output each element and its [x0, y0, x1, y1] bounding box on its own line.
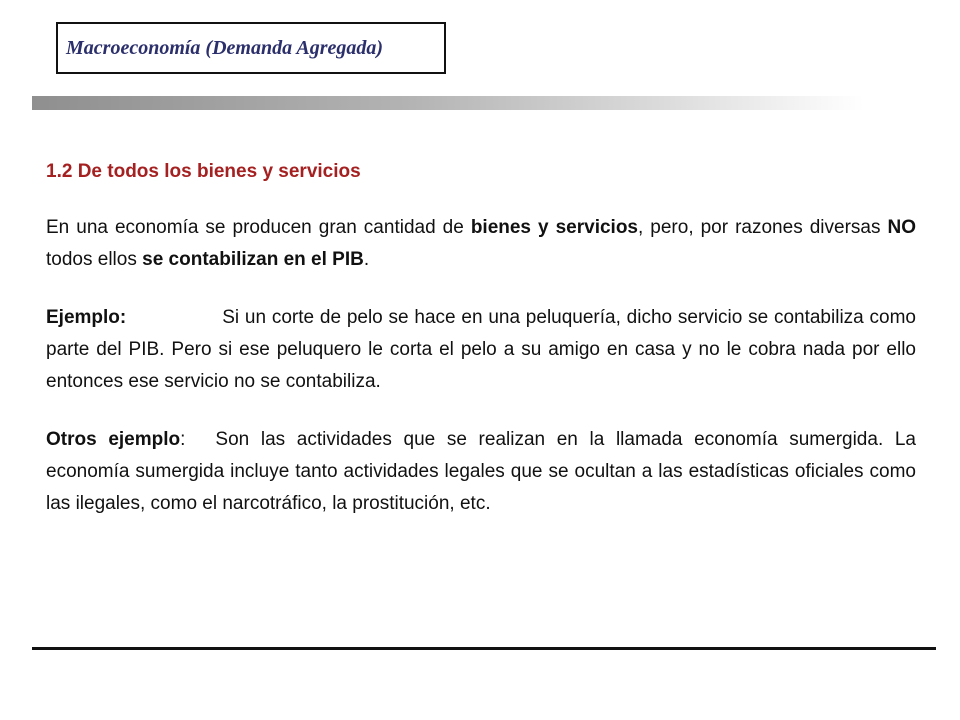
header-title: Macroeconomía (Demanda Agregada) [66, 36, 384, 59]
paragraph-intro [46, 212, 916, 276]
footer-divider-line [32, 647, 936, 650]
other-example-colon: : [180, 429, 186, 450]
intro-text-1: En una economía se producen gran cantidad de [46, 217, 471, 238]
slide-content [46, 156, 916, 546]
intro-text-2: , pero, por razones diversas [638, 217, 888, 238]
intro-text-3: todos ellos [46, 249, 143, 270]
example-label: Ejemplo: [46, 307, 127, 328]
header-gradient-divider [32, 96, 864, 110]
section-heading: 1.2 De todos los bienes y servicios [46, 161, 361, 182]
other-example-text: Son las actividades que se realizan en la llamada economía sumergida. La economía sumergida incluye tanto actividades legales que se ocultan a las estadísticas oficiales como las ilegales, como el narcotráfico, la prostitución, etc. [46, 429, 917, 514]
other-example-label: Otros ejemplo [46, 429, 181, 450]
intro-bold-goods-services: bienes y servicios [470, 217, 638, 238]
intro-bold-no: NO [887, 217, 916, 238]
intro-bold-pib: se contabilizan en el PIB [142, 249, 364, 270]
paragraph-other-example [46, 424, 916, 520]
example-text: Si un corte de pelo se hace en una peluquería, dicho servicio se contabiliza como parte del PIB. Pero si ese peluquero le corta el pelo a su amigo en casa y no le cobra nada por ello entonces ese servicio no se contabiliza. [46, 307, 916, 392]
header-title-box [56, 22, 446, 74]
paragraph-example [46, 302, 916, 398]
intro-text-4: . [363, 249, 370, 270]
